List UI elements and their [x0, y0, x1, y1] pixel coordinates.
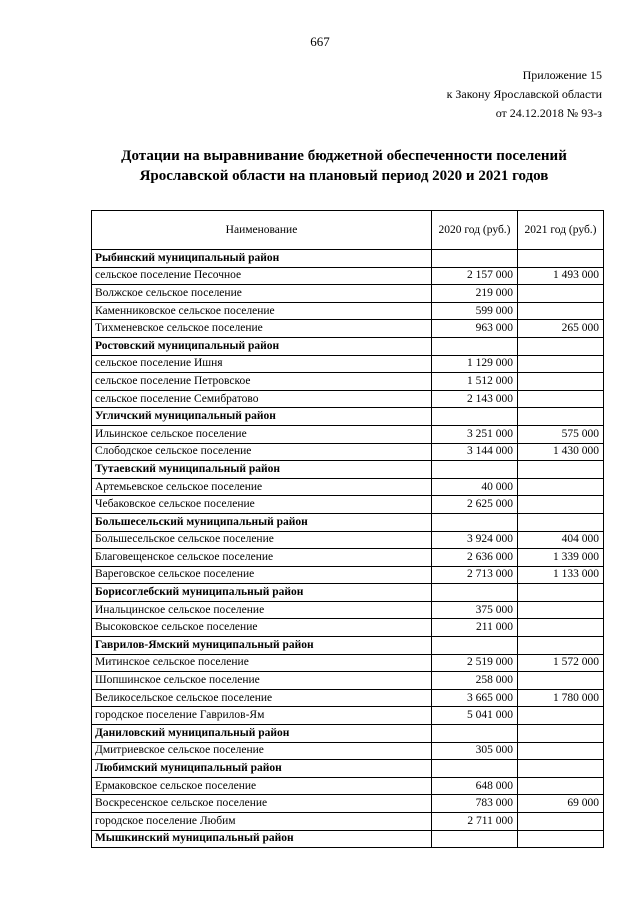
- row-name-cell: Борисоглебский муниципальный район: [92, 584, 432, 602]
- table-row: [92, 795, 604, 813]
- row-2021-cell: [518, 390, 604, 408]
- row-name-cell: сельское поселение Семибратово: [92, 390, 432, 408]
- row-name-cell: Тихменевское сельское поселение: [92, 320, 432, 338]
- row-name-cell: сельское поселение Петровское: [92, 373, 432, 391]
- row-2020-cell: [432, 337, 518, 355]
- district-row: [92, 337, 604, 355]
- row-2021-cell: 1 339 000: [518, 549, 604, 567]
- row-2020-cell: 783 000: [432, 795, 518, 813]
- row-2021-cell: [518, 637, 604, 655]
- row-name-cell: Ильинское сельское поселение: [92, 425, 432, 443]
- row-2020-cell: 1 129 000: [432, 355, 518, 373]
- row-2021-cell: [518, 461, 604, 479]
- table-row: [92, 566, 604, 584]
- row-name-cell: Благовещенское сельское поселение: [92, 549, 432, 567]
- appendix-line-3: от 24.12.2018 № 93-з: [495, 106, 602, 120]
- row-2020-cell: [432, 408, 518, 426]
- row-name-cell: Каменниковское сельское поселение: [92, 302, 432, 320]
- row-2020-cell: [432, 250, 518, 268]
- row-name-cell: Гаврилов-Ямский муниципальный район: [92, 637, 432, 655]
- row-name-cell: Угличский муниципальный район: [92, 408, 432, 426]
- table-row: [92, 619, 604, 637]
- row-2020-cell: 2 713 000: [432, 566, 518, 584]
- row-name-cell: Слободское сельское поселение: [92, 443, 432, 461]
- row-name-cell: Ермаковское сельское поселение: [92, 777, 432, 795]
- table-row: [92, 689, 604, 707]
- row-2020-cell: [432, 830, 518, 848]
- row-2020-cell: 963 000: [432, 320, 518, 338]
- row-2021-cell: [518, 601, 604, 619]
- row-2021-cell: [518, 408, 604, 426]
- district-row: [92, 584, 604, 602]
- row-2020-cell: 2 636 000: [432, 549, 518, 567]
- row-name-cell: Тутаевский муниципальный район: [92, 461, 432, 479]
- table-row: [92, 425, 604, 443]
- row-2021-cell: [518, 285, 604, 303]
- appendix-reference: [447, 66, 602, 123]
- row-name-cell: Рыбинский муниципальный район: [92, 250, 432, 268]
- district-row: [92, 830, 604, 848]
- row-2020-cell: 40 000: [432, 478, 518, 496]
- row-2020-cell: 3 924 000: [432, 531, 518, 549]
- row-2021-cell: [518, 777, 604, 795]
- row-2021-cell: [518, 707, 604, 725]
- row-2021-cell: [518, 513, 604, 531]
- row-2021-cell: 404 000: [518, 531, 604, 549]
- row-name-cell: Ростовский муниципальный район: [92, 337, 432, 355]
- page-number: 667: [310, 34, 330, 49]
- district-row: [92, 725, 604, 743]
- row-name-cell: Митинское сельское поселение: [92, 654, 432, 672]
- row-2021-cell: 1 430 000: [518, 443, 604, 461]
- document-title: Дотации на выравнивание бюджетной обеспеченности поселений Ярославской области на плановый период 2020 и 2021 годов: [121, 148, 567, 184]
- table-row: [92, 672, 604, 690]
- table-row: [92, 496, 604, 514]
- table-row: [92, 285, 604, 303]
- row-2021-cell: [518, 672, 604, 690]
- row-2021-cell: [518, 355, 604, 373]
- appendix-line-2: к Закону Ярославской области: [446, 87, 602, 101]
- row-2021-cell: [518, 250, 604, 268]
- row-2020-cell: 2 157 000: [432, 267, 518, 285]
- row-2021-cell: [518, 813, 604, 831]
- row-name-cell: Вареговское сельское поселение: [92, 566, 432, 584]
- row-2021-cell: [518, 373, 604, 391]
- table-row: [92, 267, 604, 285]
- row-2020-cell: [432, 513, 518, 531]
- row-2020-cell: 305 000: [432, 742, 518, 760]
- row-name-cell: Высоковское сельское поселение: [92, 619, 432, 637]
- district-row: [92, 637, 604, 655]
- row-2021-cell: [518, 584, 604, 602]
- row-name-cell: Большесельский муниципальный район: [92, 513, 432, 531]
- row-2021-cell: [518, 725, 604, 743]
- row-2020-cell: 258 000: [432, 672, 518, 690]
- row-2020-cell: 211 000: [432, 619, 518, 637]
- row-2020-cell: 599 000: [432, 302, 518, 320]
- row-name-cell: Мышкинский муниципальный район: [92, 830, 432, 848]
- district-row: [92, 760, 604, 778]
- row-name-cell: Инальцинское сельское поселение: [92, 601, 432, 619]
- row-name-cell: сельское поселение Ишня: [92, 355, 432, 373]
- row-2020-cell: 5 041 000: [432, 707, 518, 725]
- row-2021-cell: 265 000: [518, 320, 604, 338]
- row-name-cell: Чебаковское сельское поселение: [92, 496, 432, 514]
- row-name-cell: Воскресенское сельское поселение: [92, 795, 432, 813]
- row-2021-cell: [518, 742, 604, 760]
- table-row: [92, 601, 604, 619]
- district-row: [92, 513, 604, 531]
- row-2020-cell: 375 000: [432, 601, 518, 619]
- table-row: [92, 813, 604, 831]
- row-2021-cell: [518, 478, 604, 496]
- row-name-cell: Большесельское сельское поселение: [92, 531, 432, 549]
- row-name-cell: Шопшинское сельское поселение: [92, 672, 432, 690]
- row-2021-cell: [518, 760, 604, 778]
- table-header-row: [92, 211, 604, 250]
- row-name-cell: Дмитриевское сельское поселение: [92, 742, 432, 760]
- row-2020-cell: [432, 461, 518, 479]
- table-row: [92, 531, 604, 549]
- row-name-cell: городское поселение Любим: [92, 813, 432, 831]
- table-row: [92, 355, 604, 373]
- row-2021-cell: 1 133 000: [518, 566, 604, 584]
- row-name-cell: Великосельское сельское поселение: [92, 689, 432, 707]
- table-row: [92, 390, 604, 408]
- row-name-cell: городское поселение Гаврилов-Ям: [92, 707, 432, 725]
- table-row: [92, 742, 604, 760]
- district-row: [92, 461, 604, 479]
- row-name-cell: Даниловский муниципальный район: [92, 725, 432, 743]
- district-row: [92, 408, 604, 426]
- row-name-cell: Артемьевское сельское поселение: [92, 478, 432, 496]
- row-2021-cell: [518, 830, 604, 848]
- row-name-cell: Любимский муниципальный район: [92, 760, 432, 778]
- row-2020-cell: 1 512 000: [432, 373, 518, 391]
- table-row: [92, 443, 604, 461]
- appendix-line-1: Приложение 15: [522, 68, 602, 82]
- row-2021-cell: 575 000: [518, 425, 604, 443]
- row-2020-cell: 3 665 000: [432, 689, 518, 707]
- table-row: [92, 478, 604, 496]
- row-2021-cell: 1 780 000: [518, 689, 604, 707]
- header-name: Наименование: [92, 211, 432, 250]
- row-2020-cell: [432, 760, 518, 778]
- table-body: [92, 250, 604, 848]
- row-2020-cell: 219 000: [432, 285, 518, 303]
- subsidies-table: [91, 210, 604, 848]
- row-2020-cell: [432, 584, 518, 602]
- row-name-cell: Волжское сельское поселение: [92, 285, 432, 303]
- table-row: [92, 373, 604, 391]
- row-2021-cell: 1 572 000: [518, 654, 604, 672]
- table-row: [92, 320, 604, 338]
- row-2020-cell: [432, 637, 518, 655]
- row-2021-cell: 1 493 000: [518, 267, 604, 285]
- table-row: [92, 707, 604, 725]
- row-2021-cell: 69 000: [518, 795, 604, 813]
- district-row: [92, 250, 604, 268]
- row-2020-cell: 3 144 000: [432, 443, 518, 461]
- row-2020-cell: 2 625 000: [432, 496, 518, 514]
- row-2020-cell: 648 000: [432, 777, 518, 795]
- row-2021-cell: [518, 337, 604, 355]
- table-row: [92, 654, 604, 672]
- row-2021-cell: [518, 302, 604, 320]
- table-row: [92, 549, 604, 567]
- row-name-cell: сельское поселение Песочное: [92, 267, 432, 285]
- table-row: [92, 777, 604, 795]
- row-2020-cell: 3 251 000: [432, 425, 518, 443]
- header-2021: 2021 год (руб.): [518, 211, 604, 250]
- header-2020: 2020 год (руб.): [432, 211, 518, 250]
- row-2021-cell: [518, 496, 604, 514]
- row-2020-cell: [432, 725, 518, 743]
- row-2020-cell: 2 143 000: [432, 390, 518, 408]
- table-row: [92, 302, 604, 320]
- row-2021-cell: [518, 619, 604, 637]
- row-2020-cell: 2 519 000: [432, 654, 518, 672]
- row-2020-cell: 2 711 000: [432, 813, 518, 831]
